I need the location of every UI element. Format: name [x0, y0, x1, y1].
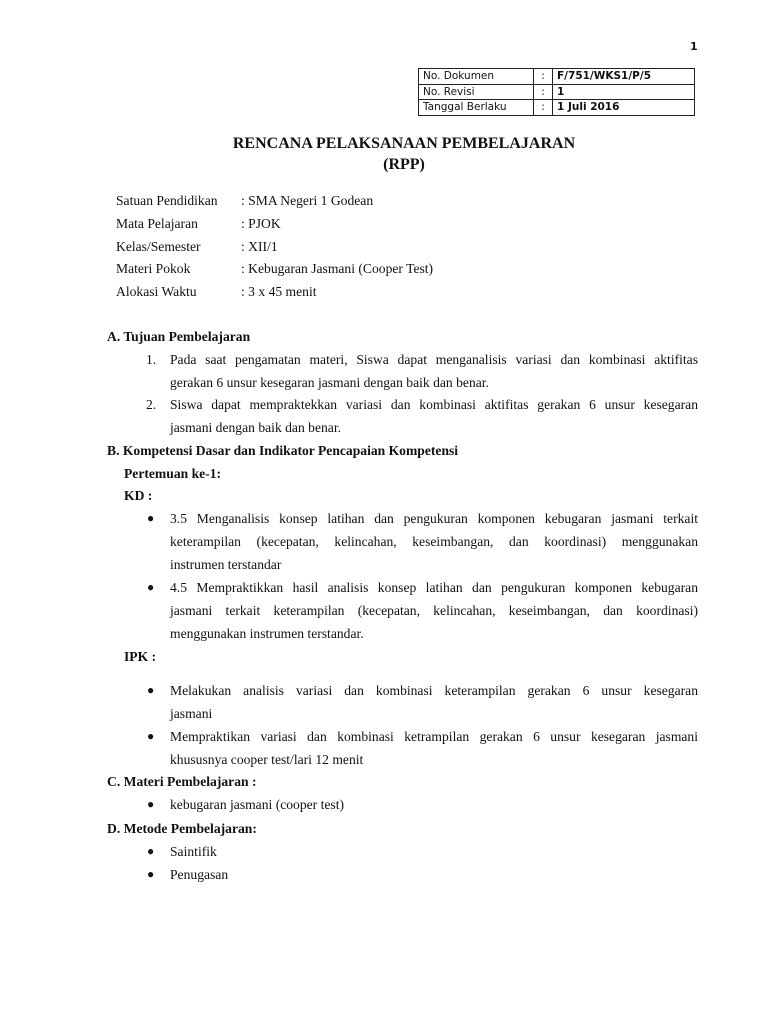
kd-text: keterampilan (kecepatan, kelincahan, keseimbangan, dan koordinasi) menggunakan — [170, 534, 698, 549]
method-item: Saintifik — [170, 844, 217, 859]
kd-label: KD : — [124, 488, 153, 503]
field-label: Alokasi Waktu — [116, 284, 197, 299]
objective-text: gerakan 6 unsur kesegaran jasmani dengan baik dan benar. — [170, 375, 489, 390]
list-number: 1. — [146, 352, 157, 367]
bullet-icon: ● — [147, 797, 155, 811]
separator: : — [534, 84, 553, 100]
kd-text: instrumen terstandar — [170, 557, 282, 572]
meeting-label: Pertemuan ke-1: — [124, 466, 222, 481]
field-value: : SMA Negeri 1 Godean — [241, 193, 374, 208]
revision-value: 1 — [553, 84, 695, 100]
material-item: kebugaran jasmani (cooper test) — [170, 797, 345, 812]
bullet-icon: ● — [147, 844, 155, 858]
objective-text: Siswa dapat mempraktekkan variasi dan kombinasi aktifitas gerakan 6 unsur kesegaran — [170, 397, 698, 412]
field-label: Materi Pokok — [116, 261, 191, 276]
field-row — [116, 257, 434, 280]
doc-number-value: F/751/WKS1/P/5 — [553, 69, 695, 85]
field-label: Satuan Pendidikan — [116, 193, 218, 208]
revision-label: No. Revisi — [419, 84, 534, 100]
field-row — [116, 212, 281, 235]
field-row — [116, 280, 317, 303]
ipk-label: IPK : — [124, 649, 157, 664]
table-row — [419, 69, 695, 85]
bullet-icon: ● — [147, 511, 155, 525]
effective-date-label: Tanggal Berlaku — [419, 100, 534, 116]
objective-text: jasmani dengan baik dan benar. — [170, 420, 341, 435]
field-row — [116, 189, 374, 212]
bullet-icon: ● — [147, 580, 155, 594]
kd-text: 3.5 Menganalisis konsep latihan dan pengukuran komponen kebugaran jasmani terkait — [170, 511, 698, 526]
ipk-text: khususnya cooper test/lari 12 menit — [170, 752, 364, 767]
method-item: Penugasan — [170, 867, 229, 882]
ipk-text: Melakukan analisis variasi dan kombinasi keterampilan gerakan 6 unsur kesegaran — [170, 683, 698, 698]
field-label: Kelas/Semester — [116, 239, 201, 254]
page-number: 1 — [690, 40, 698, 53]
section-a-heading: A. Tujuan Pembelajaran — [107, 329, 251, 344]
ipk-text: Mempraktikan variasi dan kombinasi ketrampilan gerakan 6 unsur kesegaran jasmani — [170, 729, 698, 744]
table-row — [419, 84, 695, 100]
section-d-heading: D. Metode Pembelajaran: — [107, 821, 257, 836]
table-row — [419, 100, 695, 116]
section-b-heading: B. Kompetensi Dasar dan Indikator Pencapaian Kompetensi — [107, 443, 459, 458]
list-number: 2. — [146, 397, 157, 412]
field-label: Mata Pelajaran — [116, 216, 198, 231]
effective-date-value: 1 Juli 2016 — [553, 100, 695, 116]
kd-text: 4.5 Mempraktikkan hasil analisis konsep latihan dan pengukuran komponen kebugaran — [170, 580, 698, 595]
field-value: : Kebugaran Jasmani (Cooper Test) — [241, 261, 434, 276]
page-title: RENCANA PELAKSANAAN PEMBELAJARAN — [232, 135, 576, 152]
bullet-icon: ● — [147, 729, 155, 743]
field-row — [116, 235, 278, 258]
doc-number-label: No. Dokumen — [419, 69, 534, 85]
field-value: : 3 x 45 menit — [241, 284, 317, 299]
separator: : — [534, 69, 553, 85]
bullet-icon: ● — [147, 867, 155, 881]
objective-text: Pada saat pengamatan materi, Siswa dapat menganalisis variasi dan kombinasi aktifitas — [170, 352, 698, 367]
document-info-table — [418, 68, 695, 116]
page-subtitle: (RPP) — [383, 156, 425, 173]
separator: : — [534, 100, 553, 116]
field-value: : XII/1 — [241, 239, 278, 254]
bullet-icon: ● — [147, 683, 155, 697]
field-value: : PJOK — [241, 216, 281, 231]
kd-text: menggunakan instrumen terstandar. — [170, 626, 364, 641]
section-c-heading: C. Materi Pembelajaran : — [107, 774, 257, 789]
ipk-text: jasmani — [170, 706, 213, 721]
kd-text: jasmani terkait keterampilan (kecepatan, kelincahan, keseimbangan, dan koordinasi) — [170, 603, 698, 618]
